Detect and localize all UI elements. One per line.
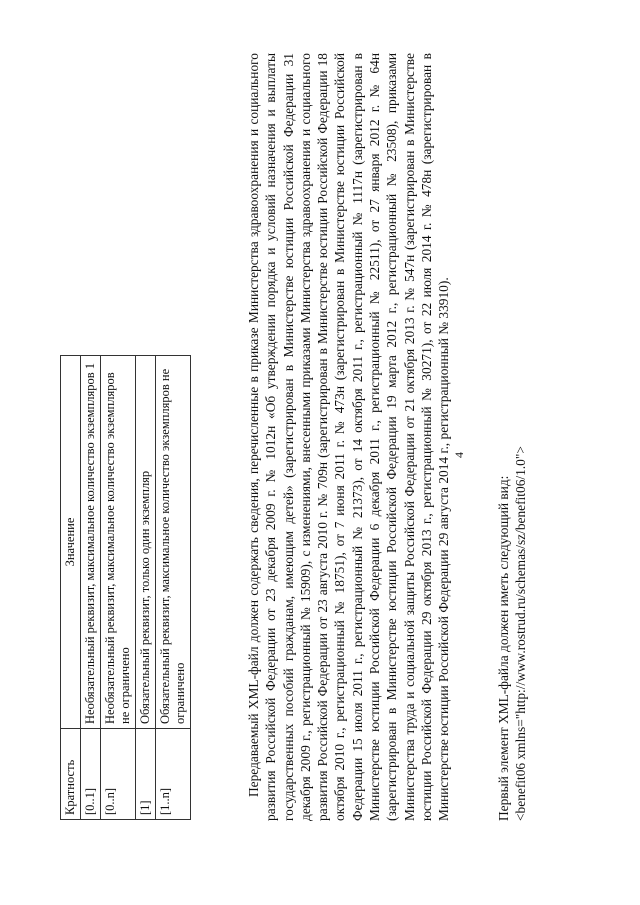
header-znachenie: Значение <box>61 356 81 729</box>
table-row <box>81 356 101 820</box>
cell-kratnost: [1] <box>136 729 156 820</box>
cell-znachenie: Необязательный реквизит, максимальное количество экземпляров 1 <box>81 356 101 729</box>
first-element-intro: Первый элемент XML-файла должен иметь следующий вид: <box>496 475 511 821</box>
cell-kratnost: [0..n] <box>101 729 136 820</box>
multiplicity-table <box>60 355 191 820</box>
table-row <box>156 356 191 820</box>
page-number: 4 <box>452 452 466 458</box>
cell-kratnost: [1..n] <box>156 729 191 820</box>
cell-znachenie: Обязательный реквизит, максимальное количество экземпляров не ограничено <box>156 356 191 729</box>
cell-znachenie: Необязательный реквизит, максимальное количество экземпляров не ограничено <box>101 356 136 729</box>
main-paragraph: Передаваемый XML-файл должен содержать сведения, перечисленные в приказе Министерства здравоохранения и социального развития Российской Федерации от 23 декабря 2009 г. № 1012н «Об утверждении порядка и условий назначения и выплаты государственных пособий гражданам, имеющим детей» (зарегистрирован в Министерстве юстиции Российской Федерации 31 декабря 2009 г., регистрационный № 15909), с изменениями, внесенными приказами Министерства здравоохранения и социального развития Российской Федерации от 23 августа 2010 г. № 709н (зарегистрирован в Министерстве юстиции Российской Федерации 18 октября 2010 г., регистрационный № 18751), от 7 июня 2011 г. № 473н (зарегистрирован в Министерстве юстиции Российской Федерации 15 июля 2011 г., регистрационный № 21373), от 14 октября 2011 г., регистрационный № 1117н (зарегистрирован в Министерстве юстиции Российской Федерации 6 декабря 2011 г., регистрационный № 22511), от 27 января 2012 г. № 64н (зарегистрирован в Министерстве юстиции Российской Федерации 19 марта 2012 г., регистрационный № 23508), приказами Министерства труда и социальной защиты Российской Федерации от 21 октября 2013 г. № 547н (зарегистрирован в Министерстве юстиции Российской Федерации 29 октября 2013 г., регистрационный № 30271), от 22 июля 2014 г. № 478н (зарегистрирован в Министерстве юстиции Российской Федерации 29 августа 2014 г., регистрационный № 33910). <box>246 53 452 821</box>
header-kratnost: Кратность <box>61 729 81 820</box>
first-element-code: <benefit06 xmlns="http://www.rostrud.ru/schemas/sz/benefit06/1.0"> <box>513 446 529 821</box>
table-row <box>101 356 136 820</box>
table-row <box>136 356 156 820</box>
cell-kratnost: [0..1] <box>81 729 101 820</box>
table-header-row <box>61 356 81 820</box>
cell-znachenie: Обязательный реквизит, только один экземпляр <box>136 356 156 729</box>
first-element-block <box>495 221 530 821</box>
